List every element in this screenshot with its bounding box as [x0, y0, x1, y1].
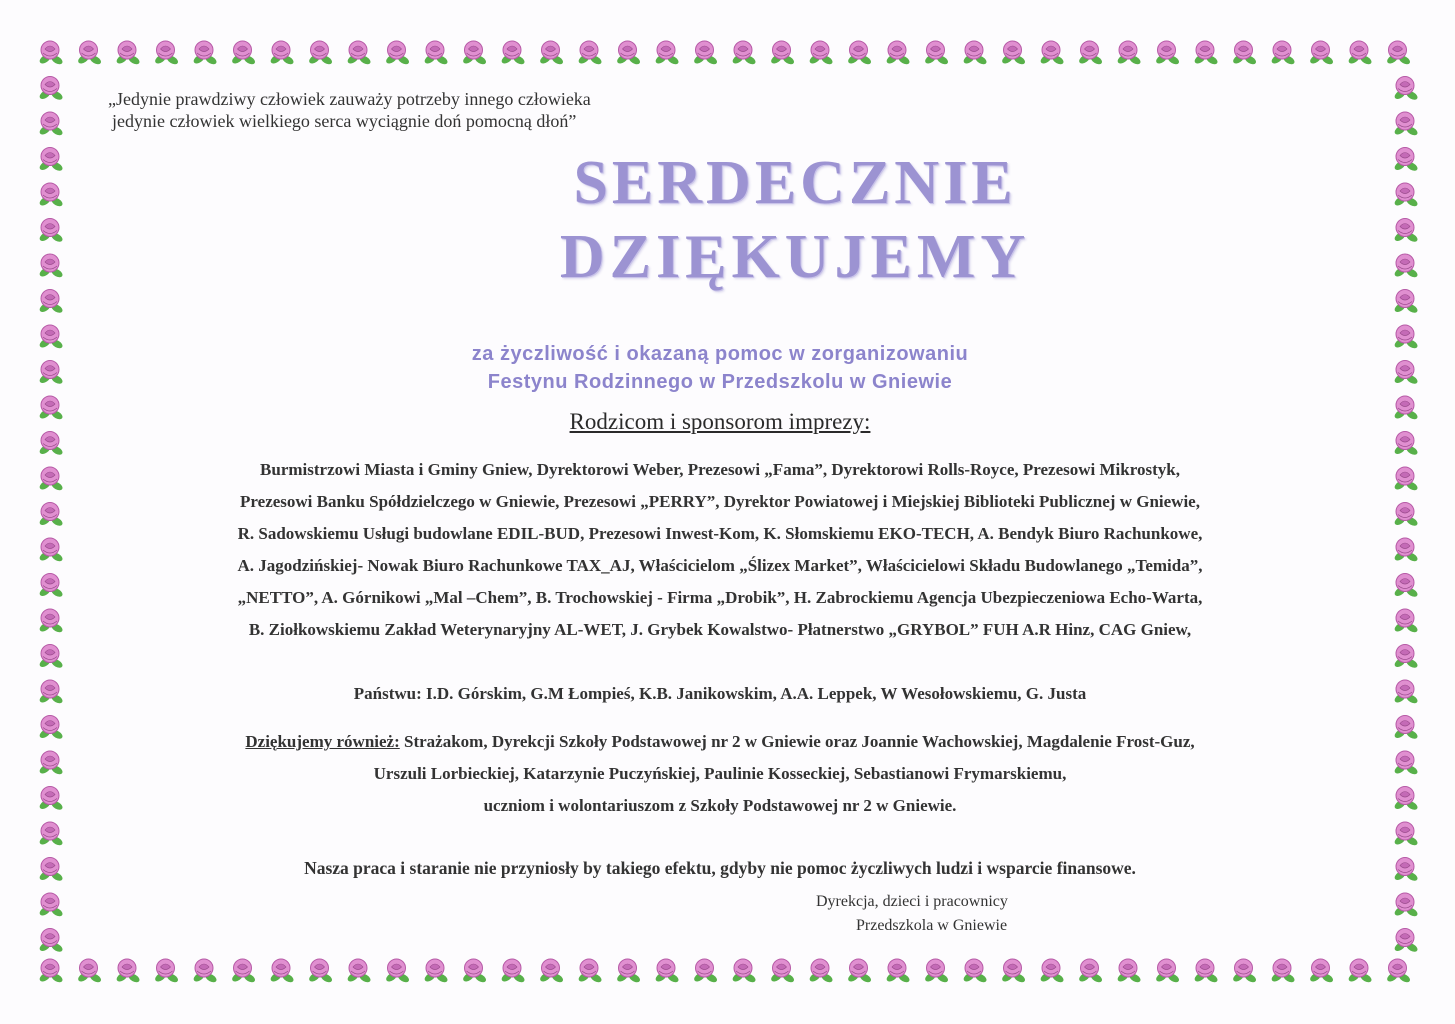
also-label: Dziękujemy również: — [245, 732, 400, 751]
also-thanks — [100, 726, 1340, 822]
signature — [800, 890, 1080, 938]
families-line: Państwu: I.D. Górskim, G.M Łompieś, K.B. Janikowskim, A.A. Leppek, W Wesołowskiemu, G. Justa — [353, 684, 1087, 703]
sponsors-line: „NETTO”, A. Górnikowi „Mal –Chem”, B. Trochowskiej - Firma „Drobik”, H. Zabrockiemu Agencja Ubezpieczeniowa Echo-Warta, — [237, 588, 1203, 607]
sponsors-line: Prezesowi Banku Spółdzielczego w Gniewie, Prezesowi „PERRY”, Dyrektor Powiatowej i Miejskiej Biblioteki Publicznej w Gniewie, — [240, 492, 1200, 511]
signature-line-2: Przedszkola w Gniewie — [856, 917, 1008, 934]
signature-line-1: Dyrekcja, dzieci i pracownicy — [816, 893, 1008, 910]
also-line-1-text: Strażakom, Dyrekcji Szkoły Podstawowej nr 2 w Gniewie oraz Joannie Wachowskiej, Magdalenie Frost-Guz, — [399, 732, 1195, 751]
subtitle-line-2: Festynu Rodzinnego w Przedszkolu w Gniewie — [487, 371, 953, 393]
sponsors-line: R. Sadowskiemu Usługi budowlane EDIL-BUD, Prezesowi Inwest-Kom, K. Słomskiemu EKO-TECH, A. Bendyk Biuro Rachunkowe, — [237, 524, 1203, 543]
page-title — [420, 146, 1170, 294]
sponsors-line: A. Jagodzińskiej- Nowak Biuro Rachunkowe TAX_AJ, Właścicielom „Ślizex Market”, Właścicielowi Składu Budowlanego „Temida”, — [237, 556, 1203, 575]
sponsors-list — [100, 454, 1340, 646]
quote-line-2: jedynie człowiek wielkiego serca wyciągnie doń pomocną dłoń” — [112, 111, 577, 131]
title-line-2: DZIĘKUJEMY — [559, 223, 1031, 291]
quote-line-1: „Jedynie prawdziwy człowiek zauważy potrzeby innego człowieka — [108, 89, 591, 109]
title-line-1: SERDECZNIE — [573, 149, 1017, 217]
sponsors-line: B. Ziołkowskiemu Zakład Weterynaryjny AL-WET, J. Grybek Kowalstwo- Płatnerstwo „GRYBOL” FUH A.R Hinz, CAG Gniew, — [248, 620, 1192, 639]
closing-statement: Nasza praca i staranie nie przyniosły by takiego efektu, gdyby nie pomoc życzliwych ludzi i wsparcie finansowe. — [304, 858, 1136, 878]
also-line-3: uczniom i wolontariuszom z Szkoły Podstawowej nr 2 w Gniewie. — [483, 796, 957, 815]
opening-quote — [108, 88, 708, 132]
subtitle-line-1: za życzliwość i okazaną pomoc w zorganizowaniu — [471, 343, 969, 365]
sponsors-line: Burmistrzowi Miasta i Gminy Gniew, Dyrektorowi Weber, Prezesowi „Fama”, Dyrektorowi Rolls-Royce, Prezesowi Mikrostyk, — [260, 460, 1180, 479]
also-line-2: Urszuli Lorbieckiej, Katarzynie Puczyńskiej, Paulinie Kosseckiej, Sebastianowi Frymarskiemu, — [373, 764, 1067, 783]
subtitle — [300, 340, 1140, 396]
section-heading: Rodzicom i sponsorom imprezy: — [569, 409, 871, 434]
also-line-1 — [100, 726, 1340, 758]
